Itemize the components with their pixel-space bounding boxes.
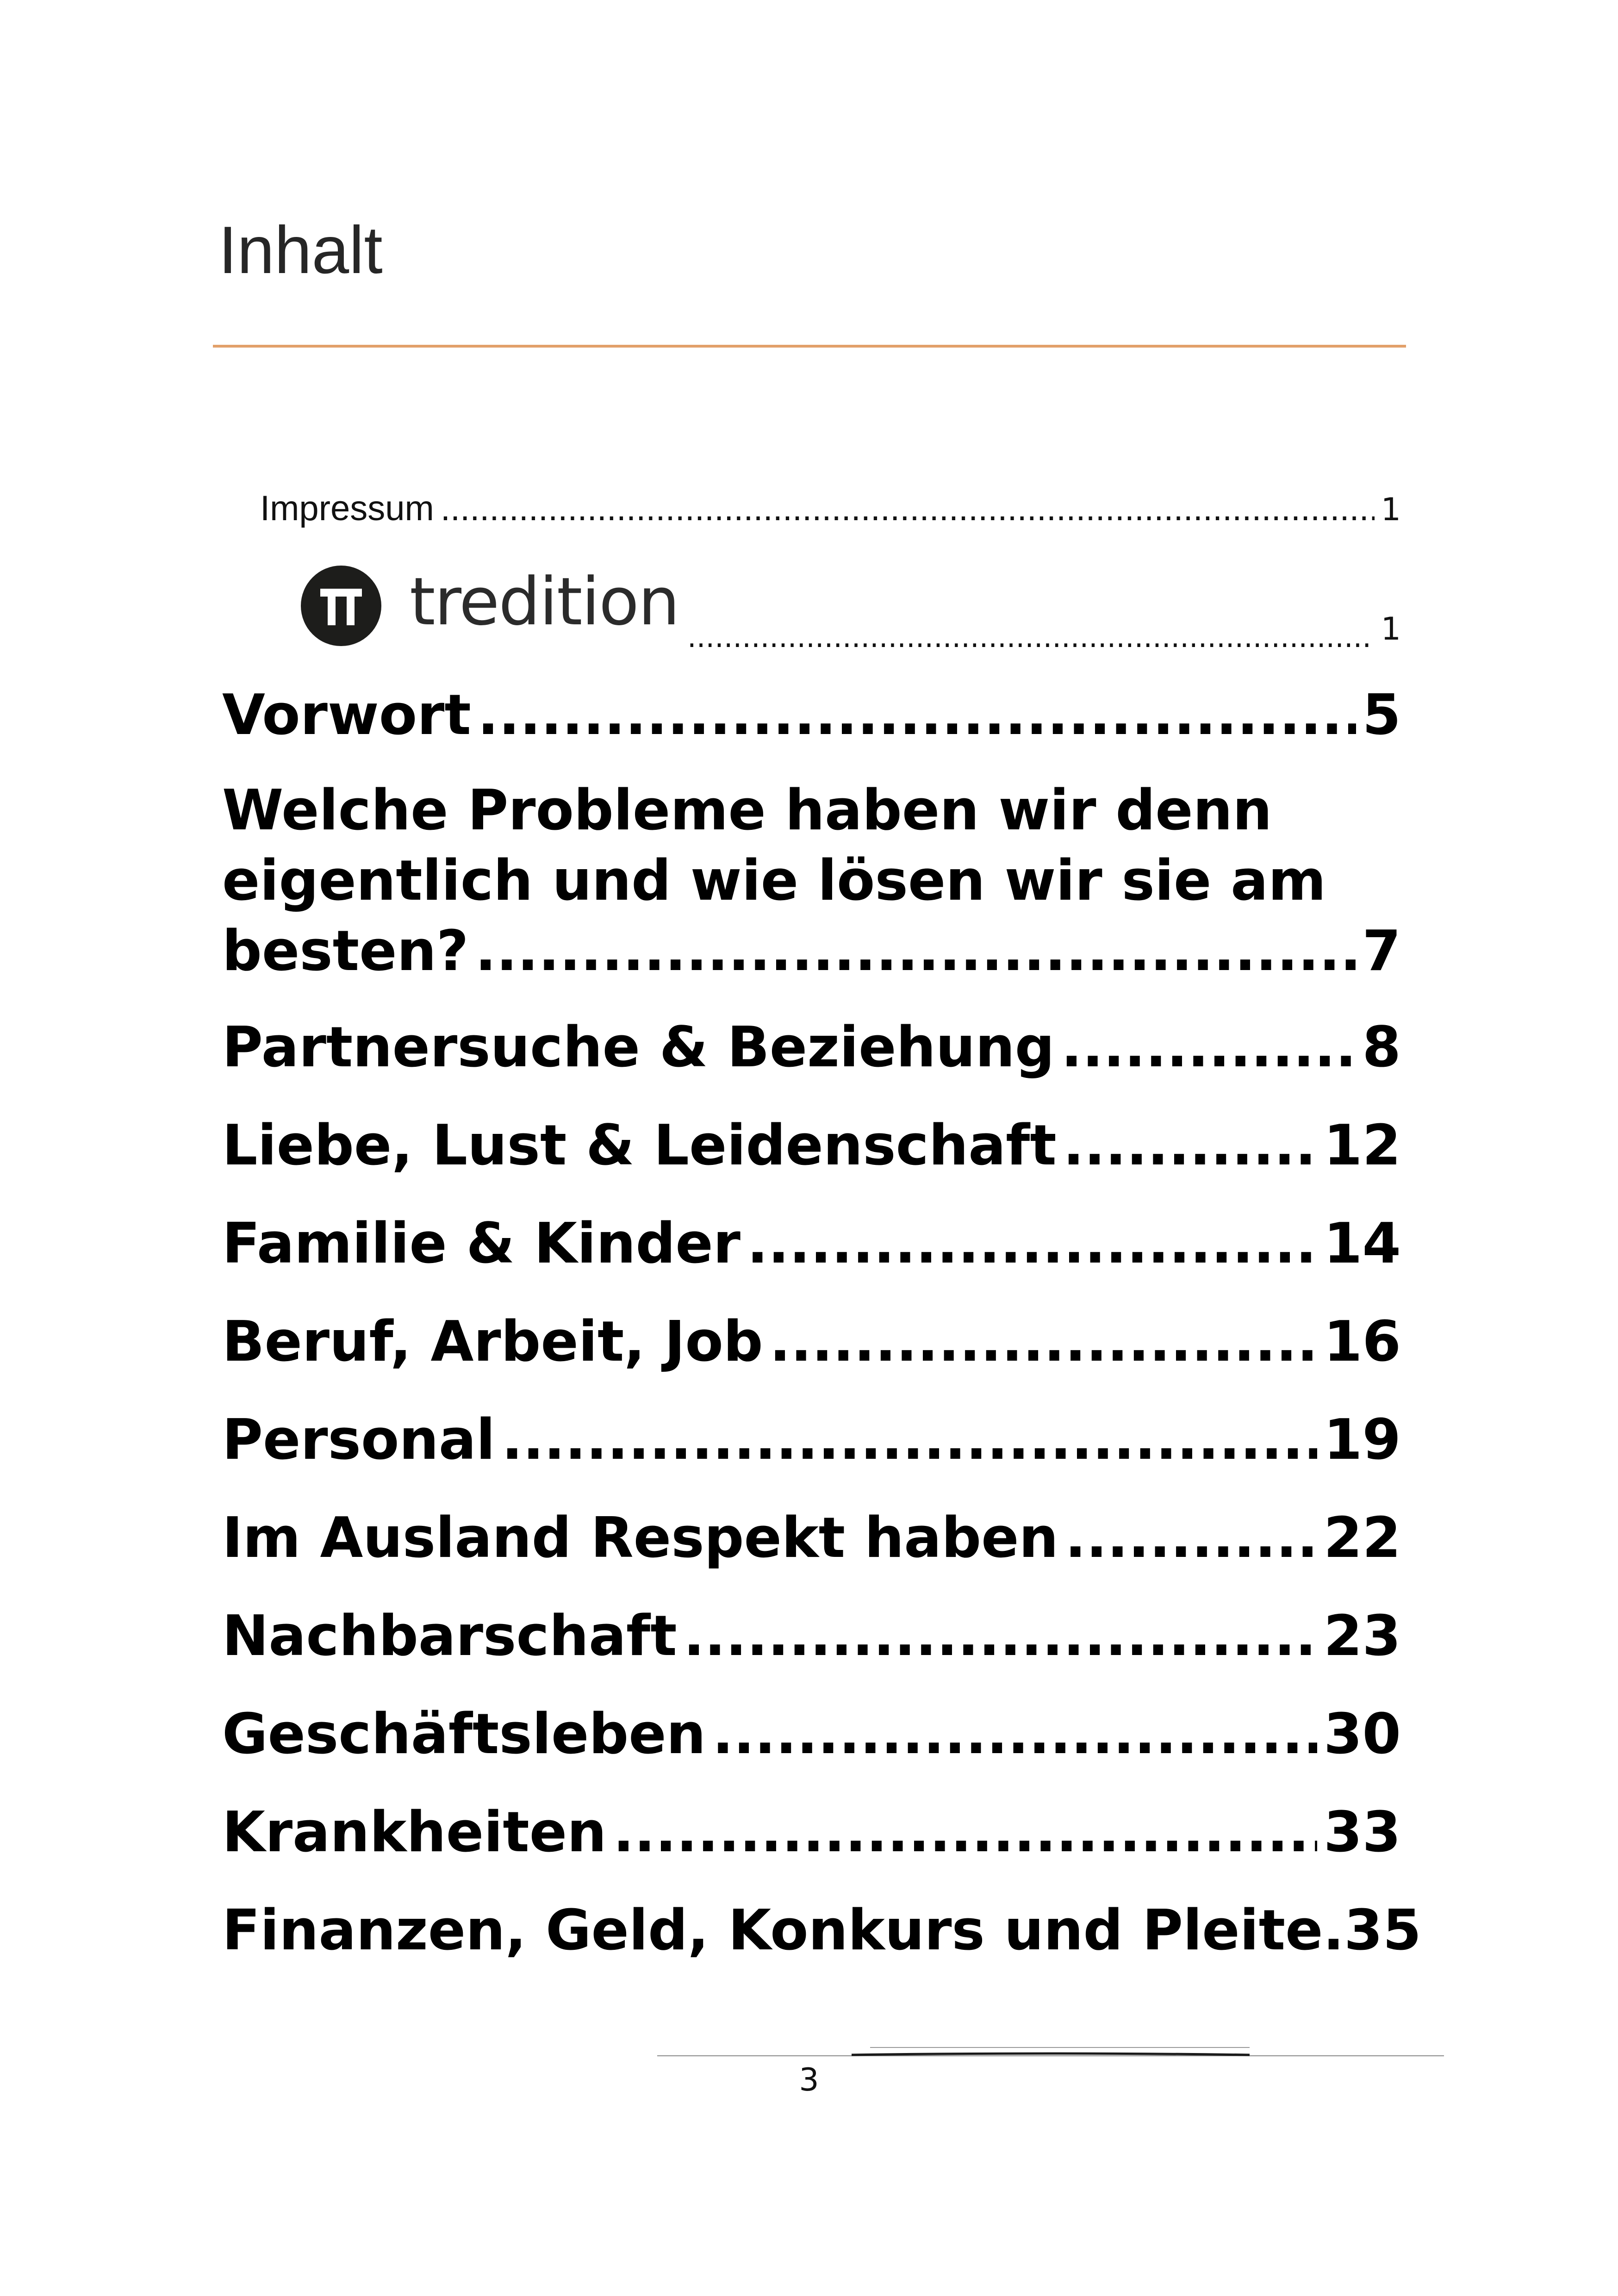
toc-entry-page: 1 — [1381, 611, 1401, 647]
toc-entry-page: 7 — [1362, 919, 1401, 983]
toc-entry-label-line-1: Welche Probleme haben wir denn — [222, 778, 1272, 843]
toc-entry-page: 23 — [1324, 1604, 1401, 1668]
toc-leader-dots — [687, 620, 1373, 654]
toc-entry-nachbarschaft[interactable] — [222, 1601, 1401, 1672]
toc-entry-label: Geschäftsleben — [222, 1702, 706, 1767]
toc-entry-label: Personal — [222, 1408, 495, 1472]
toc-entry-label: Impressum — [260, 489, 434, 528]
toc-leader-dots — [441, 488, 1375, 529]
toc-entry-liebe[interactable] — [222, 1111, 1401, 1181]
toc-entry-label: Partnersuche & Beziehung — [222, 1015, 1055, 1080]
toc-entry-impressum[interactable] — [260, 488, 1401, 529]
toc-leader-dots — [502, 1405, 1317, 1475]
toc-entry-geschaeftsleben[interactable] — [222, 1699, 1401, 1770]
toc-entry-familie[interactable] — [222, 1209, 1401, 1279]
toc-entry-page: 1 — [1381, 492, 1401, 528]
toc-leader-dots — [747, 1209, 1317, 1279]
toc-entry-personal[interactable] — [222, 1405, 1401, 1475]
toc-entry-partnersuche[interactable] — [222, 1013, 1401, 1083]
toc-entry-page: 12 — [1324, 1114, 1401, 1178]
toc-entry-label: Nachbarschaft — [222, 1604, 677, 1668]
toc-leader-dots — [478, 680, 1356, 751]
toc-entry-krankheiten[interactable] — [222, 1798, 1401, 1868]
page-number: 3 — [799, 2062, 819, 2098]
page-title: Inhalt — [218, 212, 383, 287]
toc-entry-page: 14 — [1324, 1212, 1401, 1276]
toc-entry-page: 30 — [1324, 1702, 1401, 1767]
toc-entry-label-line-2: eigentlich und wie lösen wir sie am — [222, 849, 1326, 913]
toc-leader-dots — [475, 916, 1356, 987]
toc-entry-page: 16 — [1324, 1310, 1401, 1374]
toc-leader-dots — [1065, 1503, 1317, 1574]
toc-entry-page: 33 — [1324, 1800, 1401, 1865]
toc-entry-page: 5 — [1362, 683, 1401, 747]
toc-entry-tredition-logo[interactable] — [301, 566, 1401, 653]
tredition-logo-icon — [301, 566, 381, 646]
toc-leader-dots — [712, 1699, 1317, 1770]
toc-entry-page: 19 — [1324, 1408, 1401, 1472]
toc-entry-page: 35 — [1344, 1898, 1422, 1963]
toc-leader-dots — [684, 1601, 1317, 1672]
toc-entry-last-line — [222, 916, 1401, 987]
toc-entry-label: Vorwort — [222, 683, 471, 747]
toc-entry-finanzen[interactable] — [222, 1896, 1422, 1966]
toc-leader-dots — [613, 1798, 1317, 1868]
toc-entry-label: Im Ausland Respekt haben — [222, 1506, 1058, 1570]
tredition-logo-text: tredition — [410, 564, 679, 640]
toc-leader-dots — [1063, 1111, 1317, 1181]
toc-entry-label-line-3: besten? — [222, 919, 469, 983]
toc-entry-ausland[interactable] — [222, 1503, 1401, 1574]
toc-leader-dots — [770, 1307, 1317, 1377]
toc-entry-vorwort[interactable] — [222, 680, 1401, 751]
toc-entry-label: Finanzen, Geld, Konkurs und Pleite. — [222, 1898, 1344, 1963]
toc-entry-probleme[interactable] — [222, 776, 1401, 993]
toc-entry-label: Liebe, Lust & Leidenschaft — [222, 1114, 1057, 1178]
toc-entry-beruf[interactable] — [222, 1307, 1401, 1377]
toc-entry-label: Krankheiten — [222, 1800, 607, 1865]
toc-entry-label: Beruf, Arbeit, Job — [222, 1310, 763, 1374]
toc-entry-page: 8 — [1362, 1015, 1401, 1080]
toc-entry-label: Familie & Kinder — [222, 1212, 741, 1276]
toc-entry-page: 22 — [1324, 1506, 1401, 1570]
footer-divider — [657, 2046, 1444, 2064]
toc-leader-dots — [1061, 1013, 1356, 1083]
